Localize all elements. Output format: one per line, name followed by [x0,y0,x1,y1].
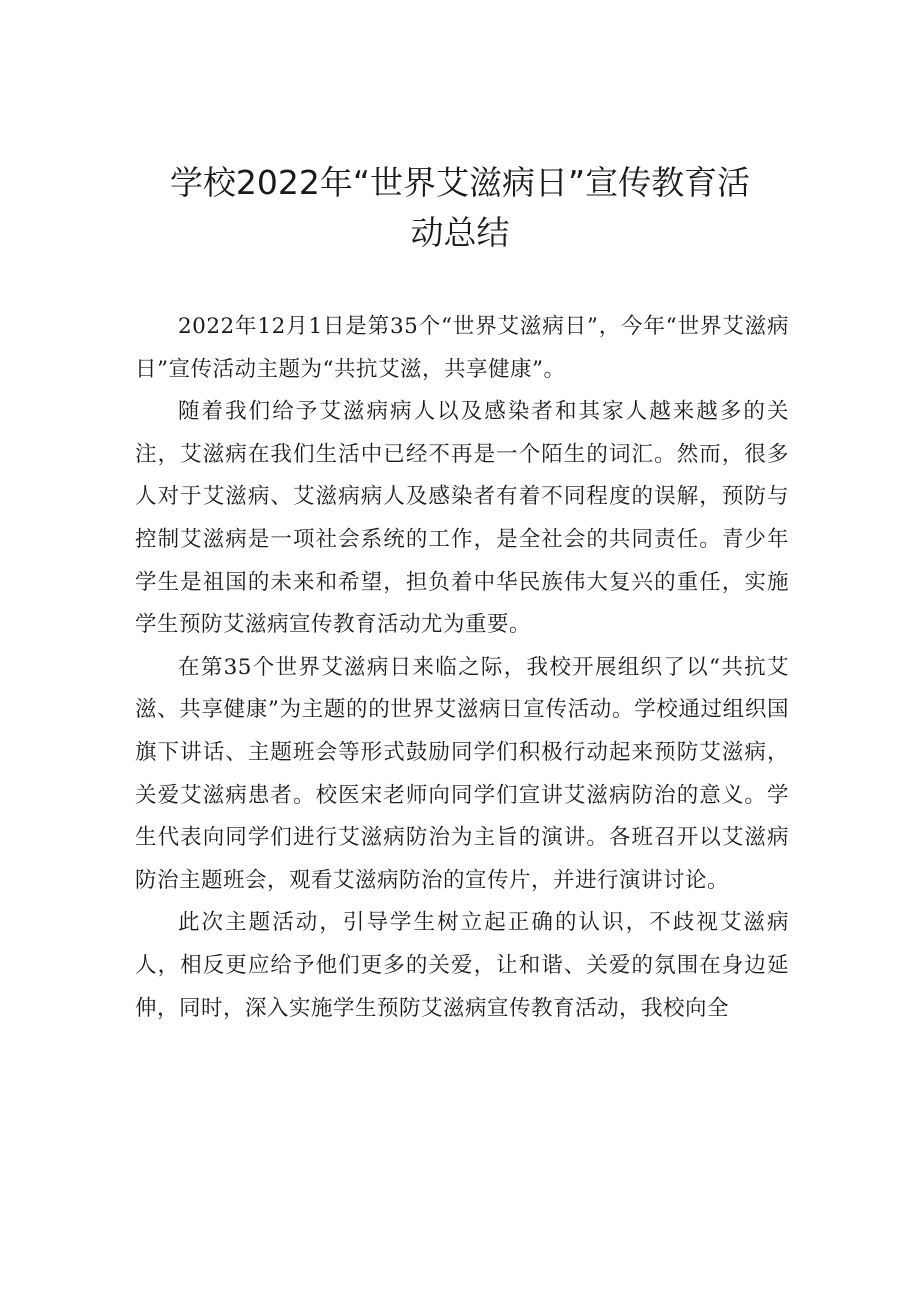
paragraph-1: 2022年12月1日是第35个“世界艾滋病日”，今年“世界艾滋病日”宣传活动主题为“共抗艾滋，共享健康”。 [135,314,789,382]
paragraph-3: 在第35个世界艾滋病日来临之际，我校开展组织了以“共抗艾滋、共享健康”为主题的的世界艾滋病日宣传活动。学校通过组织国旗下讲话、主题班会等形式鼓励同学们积极行动起来预防艾滋病，关爱艾滋病患者。校医宋老师向同学们宣讲艾滋病防治的意义。学生代表向同学们进行艾滋病防治为主旨的演讲。各班召开以艾滋病防治主题班会，观看艾滋病防治的宣传片，并进行演讲讨论。 [135,654,789,893]
title-line-2: 动总结 [410,213,510,252]
paragraph-2: 随着我们给予艾滋病病人以及感染者和其家人越来越多的关注，艾滋病在我们生活中已经不再是一个陌生的词汇。然而，很多人对于艾滋病、艾滋病病人及感染者有着不同程度的误解，预防与控制艾滋病是一项社会系统的工作，是全社会的共同责任。青少年学生是祖国的未来和希望，担负着中华民族伟大复兴的重任，实施学生预防艾滋病宣传教育活动尤为重要。 [135,399,789,638]
paragraph-4: 此次主题活动，引导学生树立起正确的认识，不歧视艾滋病人，相反更应给予他们更多的关爱，让和谐、关爱的氛围在身边延伸，同时，深入实施学生预防艾滋病宣传教育活动，我校向全 [135,910,789,1021]
title-line-1: 学校2022年“世界艾滋病日”宣传教育活 [169,163,751,202]
document-title [120,158,800,258]
document-body [135,306,789,1030]
